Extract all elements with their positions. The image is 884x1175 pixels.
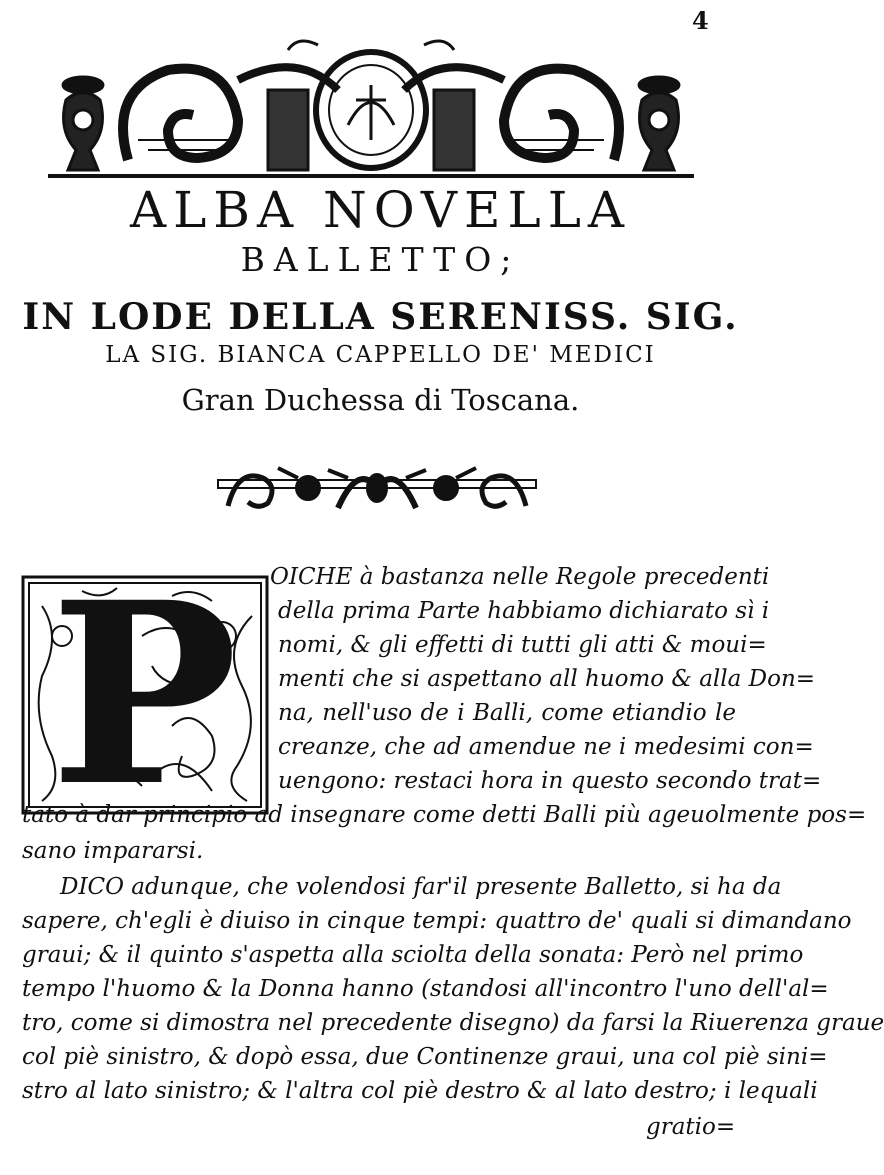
text-line: sapere, ch'egli è diuiso in cinque tempi: quattro de' quali si dimandano [22, 908, 852, 934]
text-line: sano impararsi. [22, 838, 204, 864]
text-line: della prima Parte habbiamo dichiarato sì i [278, 598, 770, 624]
text-line: creanze, che ad amendue ne i medesimi con= [278, 734, 814, 760]
title-balletto: BALLETTO; [240, 240, 521, 279]
text-line: tempo l'huomo & la Donna hanno (standosi all'incontro l'uno dell'al= [22, 976, 829, 1002]
text-line: tato à dar principio ad insegnare come detti Balli più ageuolmente pos= [22, 802, 867, 828]
text-line: nomi, & gli effetti di tutti gli atti & moui= [278, 632, 767, 658]
text-line: OICHE à bastanza nelle Regole precedenti [270, 564, 770, 590]
text-line: DICO adunque, che volendosi far'il presente Balletto, si ha da [60, 874, 782, 900]
text-line: menti che si aspettano all huomo & alla Don= [278, 666, 816, 692]
page-number: 4 [692, 6, 709, 35]
text-line: uengono: restaci hora in questo secondo trat= [278, 768, 822, 794]
drop-cap-letter: P [50, 547, 238, 841]
title-duchessa: Gran Duchessa di Toscana. [181, 383, 580, 417]
catchword: gratio= [646, 1114, 736, 1140]
text-line: na, nell'uso de i Balli, come etiandio le [278, 700, 736, 726]
text-line: col piè sinistro, & dopò essa, due Continenze graui, una col piè sini= [22, 1044, 828, 1070]
text-line: stro al lato sinistro; & l'altra col piè destro & al lato destro; i lequali [22, 1078, 818, 1104]
title-dedication: IN LODE DELLA SERENISS. SIG. [22, 296, 739, 338]
title-alba-novella: ALBA NOVELLA [129, 181, 632, 239]
text-line: graui; & il quinto s'aspetta alla sciolta della sonata: Però nel primo [22, 942, 804, 968]
text-line: tro, come si dimostra nel precedente disegno) da farsi la Riuerenza graue [22, 1010, 884, 1036]
title-dedicatee: LA SIG. BIANCA CAPPELLO DE' MEDICI [105, 342, 656, 368]
